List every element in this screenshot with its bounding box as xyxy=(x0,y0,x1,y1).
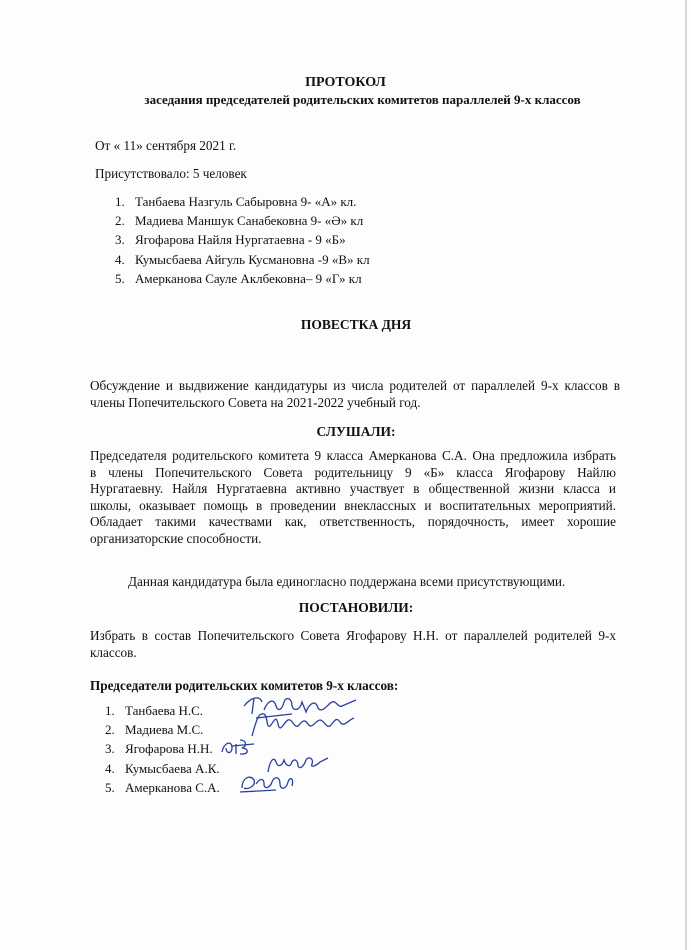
list-item xyxy=(105,759,220,778)
resolved-paragraph xyxy=(90,628,616,661)
resolved-heading: ПОСТАНОВИЛИ: xyxy=(298,600,414,615)
heard-line: Председателя родительского комитета 9 класса Амерканова С.А. Она предложила избрать xyxy=(90,448,616,463)
signature-2 xyxy=(248,708,360,740)
attendee-name: Танбаева Назгуль Сабыровна 9- «А» кл. xyxy=(135,194,357,209)
list-item xyxy=(105,778,220,797)
list-number: 1. xyxy=(115,194,125,209)
document-title: ПРОТОКОЛ xyxy=(305,75,386,90)
resolved-line: Избрать в состав Попечительского Совета Ягофарову Н.Н. от параллелей родителей 9-х xyxy=(90,628,616,643)
signature-3 xyxy=(218,736,260,758)
agenda-line: Обсуждение и выдвижение кандидатуры из числа родителей от параллелей 9-х классов в xyxy=(90,378,620,393)
signatory-name: Амерканова С.А. xyxy=(125,779,220,795)
list-item xyxy=(105,701,220,720)
list-item xyxy=(115,269,370,288)
agenda-paragraph xyxy=(90,378,620,411)
agenda-heading: ПОВЕСТКА ДНЯ xyxy=(300,317,412,332)
list-number: 5. xyxy=(115,270,125,286)
attendee-name: Кумысбаева Айгуль Кусмановна -9 «В» кл xyxy=(135,251,370,267)
list-number: 2. xyxy=(115,213,125,229)
signatory-name: Танбаева Н.С. xyxy=(125,703,204,718)
list-number: 2. xyxy=(105,722,115,738)
list-item xyxy=(115,211,370,230)
attendance-line: Присутствовало: 5 человек xyxy=(95,166,247,181)
heard-line: в члены Попечительского Совета родительницу 9 «Б» класса Ягофарову Найлю xyxy=(90,464,616,480)
signatory-name: Ягофарова Н.Н. xyxy=(125,741,213,757)
heard-paragraph xyxy=(90,448,616,547)
list-number: 1. xyxy=(105,703,115,718)
signatory-name: Мадиева М.С. xyxy=(125,722,204,738)
list-item xyxy=(105,720,220,739)
attendee-list xyxy=(115,192,370,288)
attendee-name: Амерканова Сауле Аклбековна– 9 «Г» кл xyxy=(135,270,362,286)
heard-line: организаторские способности. xyxy=(90,530,262,546)
signatory-name: Кумысбаева А.К. xyxy=(125,760,220,776)
support-line: Данная кандидатура была единогласно поддержана всеми присутствующими. xyxy=(128,574,566,589)
signature-5 xyxy=(236,770,300,796)
list-item xyxy=(115,230,370,249)
heard-line: Нургатаевну. Найля Нургатаевна активно участвует в общественной жизни класса и xyxy=(90,481,616,496)
list-item xyxy=(115,192,370,211)
heard-line: школы, оказывает помощь в проведении внеклассных и воспитательных мероприятий. xyxy=(90,497,616,513)
document-subtitle: заседания председателей родительских комитетов параллелей 9-х классов xyxy=(144,92,581,107)
list-number: 3. xyxy=(115,232,125,248)
list-item xyxy=(115,250,370,269)
attendee-name: Ягофарова Найля Нургатаевна - 9 «Б» xyxy=(135,232,346,248)
signatory-list xyxy=(105,701,220,797)
heard-line: Обладает такими качествами как, ответственность, порядочность, имеет хорошие xyxy=(90,514,616,529)
list-number: 3. xyxy=(105,741,115,757)
list-item xyxy=(105,739,220,758)
heard-heading: СЛУШАЛИ: xyxy=(316,424,396,439)
list-number: 5. xyxy=(105,779,115,795)
list-number: 4. xyxy=(115,251,125,267)
date-line: От « 11» сентября 2021 г. xyxy=(95,138,237,153)
page-edge xyxy=(685,0,687,950)
list-number: 4. xyxy=(105,760,115,776)
signatories-heading: Председатели родительских комитетов 9-х классов: xyxy=(90,678,399,693)
attendee-name: Мадиева Маншук Санабековна 9- «Ә» кл xyxy=(135,213,364,229)
agenda-line: члены Попечительского Совета на 2021-2022 учебный год. xyxy=(90,394,421,410)
resolved-line: классов. xyxy=(90,644,137,660)
